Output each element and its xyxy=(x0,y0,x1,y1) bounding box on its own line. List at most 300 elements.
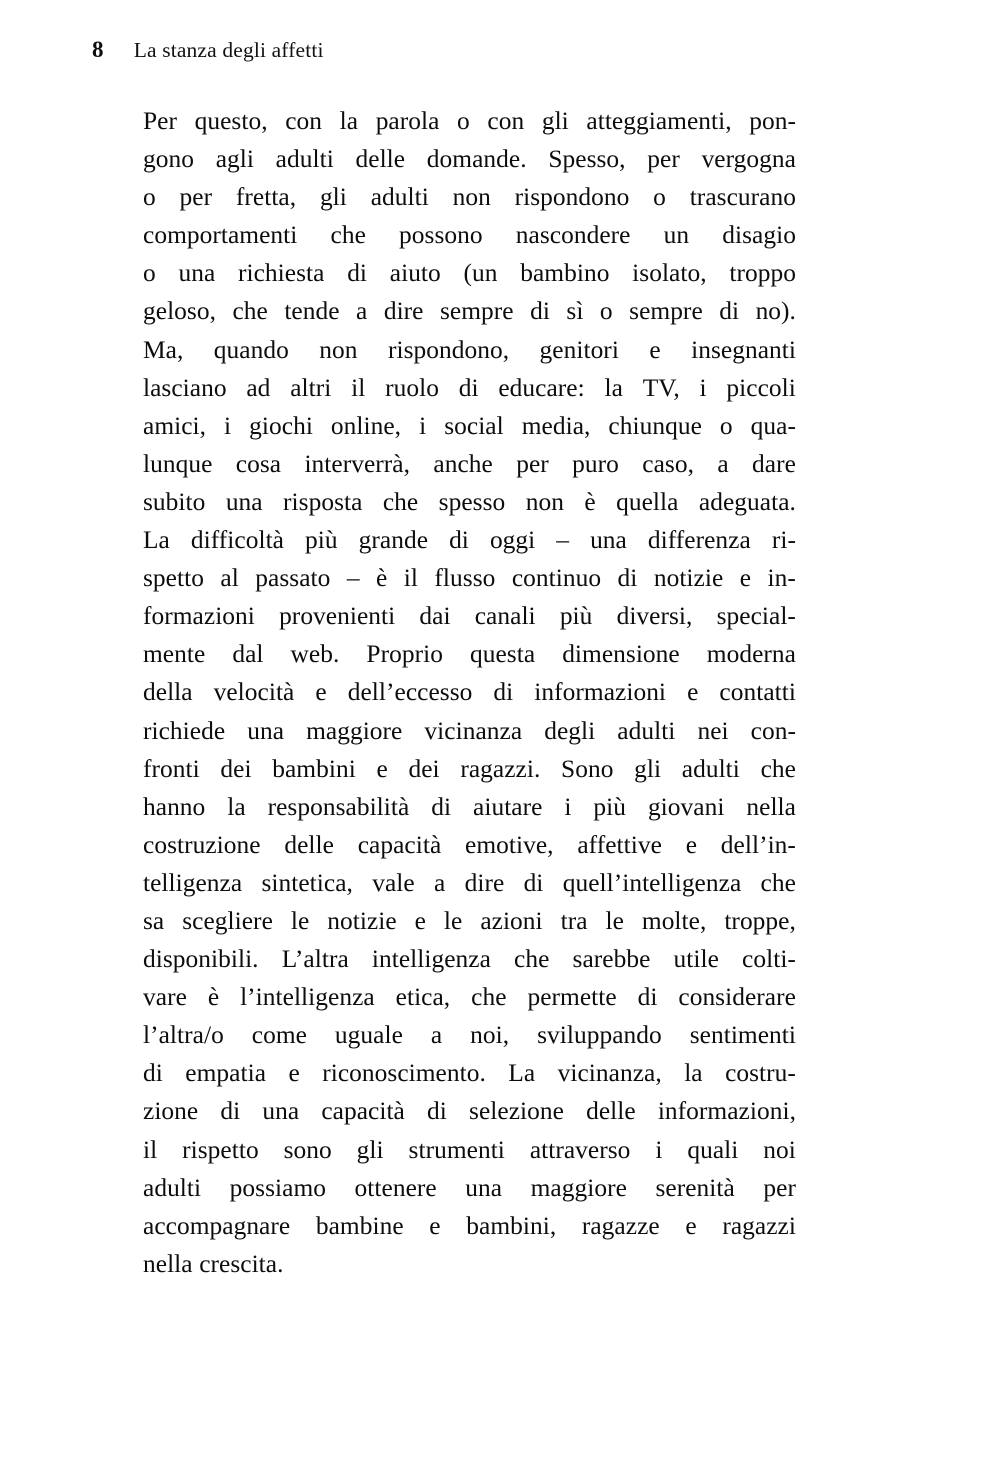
word: telligenza xyxy=(143,868,243,897)
text-line-inner xyxy=(143,750,796,788)
word: e xyxy=(315,678,327,707)
word: genitori xyxy=(539,335,619,364)
word: una xyxy=(465,1173,503,1202)
word: o xyxy=(653,183,666,212)
word: permette xyxy=(527,983,617,1012)
word: i xyxy=(564,792,572,821)
word: affettive xyxy=(577,830,662,859)
word: intelligenza xyxy=(371,945,491,974)
word: una xyxy=(247,716,285,745)
word: di xyxy=(458,373,479,402)
word: bambini, xyxy=(466,1211,557,1240)
word: hanno xyxy=(143,792,206,821)
word: gli xyxy=(634,754,662,783)
word: Sono xyxy=(561,754,614,783)
word: nei xyxy=(697,716,729,745)
word: caso, xyxy=(642,449,694,478)
word: e xyxy=(685,1211,697,1240)
word: selezione xyxy=(469,1097,564,1126)
text-line-inner xyxy=(143,1245,796,1283)
word: dimensione xyxy=(562,640,680,669)
word: l’intelligenza xyxy=(240,983,375,1012)
word: troppo xyxy=(729,259,796,288)
word: velocità xyxy=(213,678,295,707)
word: grande xyxy=(358,526,429,555)
word: sintetica, xyxy=(261,868,353,897)
word: i xyxy=(419,411,427,440)
text-line-inner xyxy=(143,902,796,940)
text-line xyxy=(143,521,796,559)
text-line xyxy=(143,750,796,788)
word: la xyxy=(684,1059,703,1088)
word: il xyxy=(351,373,366,402)
text-line xyxy=(143,1054,796,1092)
word: qua- xyxy=(750,411,796,440)
text-line xyxy=(143,140,796,178)
word: uguale xyxy=(334,1021,403,1050)
word: (un xyxy=(463,259,498,288)
text-line xyxy=(143,178,796,216)
running-head xyxy=(92,38,802,70)
word: più xyxy=(593,792,627,821)
text-line-inner xyxy=(143,292,796,330)
word: rispetto xyxy=(182,1135,259,1164)
word: provenienti xyxy=(279,602,396,631)
word: accompagnare xyxy=(143,1211,291,1240)
word: sì xyxy=(566,297,584,326)
word: costruzione xyxy=(143,830,261,859)
word: tra xyxy=(560,906,588,935)
word: trascurano xyxy=(689,183,796,212)
word: bambini xyxy=(272,754,356,783)
text-line xyxy=(143,102,796,140)
word: ri- xyxy=(771,526,796,555)
text-line-inner xyxy=(143,712,796,750)
word: la xyxy=(339,107,359,135)
text-line xyxy=(143,940,796,978)
word: adulti xyxy=(617,716,676,745)
word: emotive, xyxy=(465,830,554,859)
word: Spesso, xyxy=(548,145,626,174)
word: sarebbe xyxy=(572,945,651,974)
text-line xyxy=(143,597,796,635)
text-line-inner xyxy=(143,978,796,1016)
word: che xyxy=(232,297,268,326)
word: notizie xyxy=(327,906,397,935)
word: di xyxy=(431,792,452,821)
word: adulti xyxy=(681,754,740,783)
word: maggiore xyxy=(530,1173,627,1202)
text-line xyxy=(143,1207,796,1245)
word: la xyxy=(227,792,246,821)
word: e xyxy=(739,564,752,593)
word: ad xyxy=(246,373,271,402)
word: per xyxy=(179,183,213,212)
word: special- xyxy=(716,602,796,631)
word: per xyxy=(647,145,680,174)
word: e xyxy=(376,754,388,783)
word: dire xyxy=(383,297,424,326)
word: di xyxy=(449,526,469,555)
text-line xyxy=(143,864,796,902)
word: a xyxy=(717,449,729,478)
word: TV, xyxy=(642,373,680,402)
word: troppe, xyxy=(724,906,796,935)
word: di xyxy=(427,1097,447,1126)
word: continuo xyxy=(511,564,602,593)
text-line xyxy=(143,1092,796,1130)
word: che xyxy=(382,487,419,516)
text-line-inner xyxy=(143,331,796,369)
word: adeguata. xyxy=(698,487,796,516)
word: altri xyxy=(290,373,332,402)
text-line xyxy=(143,1245,796,1283)
word: fronti xyxy=(143,754,200,783)
page-number: 8 xyxy=(92,37,104,62)
word: e xyxy=(414,906,426,935)
word: considerare xyxy=(678,983,796,1012)
word: capacità xyxy=(357,830,442,859)
text-line xyxy=(143,673,796,711)
text-line-inner xyxy=(143,673,796,711)
word: è xyxy=(584,487,596,516)
text-line-inner xyxy=(143,788,796,826)
word: possono xyxy=(399,221,483,250)
text-line-inner xyxy=(143,445,796,483)
word: comportamenti xyxy=(143,221,298,250)
word: dai xyxy=(419,602,451,631)
word: strumenti xyxy=(408,1135,505,1164)
text-line-inner xyxy=(143,1054,796,1092)
word: più xyxy=(305,526,338,555)
word: che xyxy=(514,945,550,974)
word: isolato, xyxy=(632,259,707,288)
word: gli xyxy=(541,107,569,135)
word: il xyxy=(143,1135,158,1164)
text-line-inner xyxy=(143,521,796,559)
word: sempre xyxy=(439,297,514,326)
text-line-inner xyxy=(143,635,796,673)
word: della xyxy=(143,678,193,707)
word: sempre xyxy=(629,297,703,326)
word: responsabilità xyxy=(267,792,410,821)
word: disponibili. xyxy=(143,945,259,974)
word: è xyxy=(207,983,220,1012)
word: piccoli xyxy=(726,373,796,402)
word: utile xyxy=(673,945,719,974)
word: gono xyxy=(143,145,194,174)
word: informazioni xyxy=(534,678,667,707)
word: richiede xyxy=(143,716,226,745)
word: media, xyxy=(521,411,591,440)
word: una xyxy=(225,487,263,516)
word: molte, xyxy=(641,906,707,935)
word: atteggiamenti, xyxy=(586,107,732,135)
word: con xyxy=(285,107,323,135)
word: quali xyxy=(687,1135,739,1164)
word: che xyxy=(330,221,366,250)
word: passato xyxy=(255,564,331,593)
word: i xyxy=(699,373,707,402)
text-line xyxy=(143,1131,796,1169)
word: pon- xyxy=(749,107,796,135)
word: a xyxy=(430,1021,443,1050)
word: come xyxy=(251,1021,307,1050)
word: vale xyxy=(372,868,415,897)
word: social xyxy=(444,411,504,440)
word: geloso, xyxy=(143,297,216,326)
word: disagio xyxy=(722,221,796,250)
word: contatti xyxy=(719,678,796,707)
text-line xyxy=(143,559,796,597)
word: attraverso xyxy=(529,1135,631,1164)
word: dare xyxy=(752,449,796,478)
text-line-inner xyxy=(143,140,796,178)
word: o xyxy=(719,411,733,440)
word: una xyxy=(590,526,627,555)
word: una xyxy=(178,259,216,288)
word: diversi, xyxy=(616,602,693,631)
word: dei xyxy=(220,754,252,783)
word: e xyxy=(288,1059,300,1088)
word: ragazzi xyxy=(722,1211,796,1240)
text-line-inner xyxy=(143,369,796,407)
word: non xyxy=(319,335,358,364)
word: l’altra/o xyxy=(143,1021,224,1050)
word: spetto xyxy=(143,564,204,593)
word: non xyxy=(452,183,491,212)
word: insegnanti xyxy=(691,335,796,364)
word: azioni xyxy=(480,906,543,935)
word: o xyxy=(457,107,470,135)
word: più xyxy=(559,602,593,631)
text-line-inner xyxy=(143,1016,796,1054)
word: le xyxy=(605,906,624,935)
word: una xyxy=(262,1097,300,1126)
word: agli xyxy=(215,145,254,174)
word: noi xyxy=(763,1135,796,1164)
word: costru- xyxy=(725,1059,796,1088)
word: – xyxy=(556,526,570,555)
word: puro xyxy=(572,449,619,478)
word: lunque xyxy=(143,449,213,478)
word: empatia xyxy=(185,1059,267,1088)
word: gli xyxy=(356,1135,384,1164)
word: Per xyxy=(143,107,177,135)
word: le xyxy=(443,906,463,935)
word: difficoltà xyxy=(190,526,285,555)
text-line-inner xyxy=(143,254,796,292)
word: al xyxy=(220,564,239,593)
word: risposta xyxy=(283,487,363,516)
word: rispondono xyxy=(514,183,630,212)
word: quella xyxy=(616,487,679,516)
word: riconoscimento. xyxy=(322,1059,486,1088)
word: vicinanza, xyxy=(557,1059,662,1088)
word: parola xyxy=(375,107,440,135)
body-paragraph xyxy=(143,102,796,1283)
word: nella xyxy=(143,1249,193,1278)
running-title: La stanza degli affetti xyxy=(133,38,324,62)
word: questo, xyxy=(194,107,268,135)
text-line xyxy=(143,1016,796,1054)
word: dell’eccesso xyxy=(347,678,473,707)
word: domande. xyxy=(426,145,527,174)
text-block xyxy=(143,102,796,1283)
text-line-inner xyxy=(143,1169,796,1207)
text-line xyxy=(143,635,796,673)
word: questa xyxy=(469,640,536,669)
word: di xyxy=(220,1097,241,1126)
word: e xyxy=(649,335,661,364)
word: quell’intelligenza xyxy=(562,868,742,897)
text-line-inner xyxy=(143,216,796,254)
word: interverrà, xyxy=(304,449,411,478)
word: fretta, xyxy=(235,183,297,212)
word: sviluppando xyxy=(537,1021,662,1050)
text-line-inner xyxy=(143,1207,796,1245)
word: amici, xyxy=(143,411,207,440)
word: o xyxy=(143,259,156,288)
word: le xyxy=(290,906,310,935)
word: giochi xyxy=(249,411,313,440)
word: noi, xyxy=(470,1021,510,1050)
word: con xyxy=(487,107,525,135)
word: ragazze xyxy=(581,1211,660,1240)
word: che xyxy=(760,868,796,897)
word: colti- xyxy=(742,945,796,974)
text-line-inner xyxy=(143,1092,796,1130)
text-line-inner xyxy=(143,102,796,140)
word: gli xyxy=(319,183,347,212)
word: vare xyxy=(143,983,187,1012)
word: di xyxy=(493,678,514,707)
word: anche xyxy=(433,449,493,478)
text-line-inner xyxy=(143,597,796,635)
word: giovani xyxy=(647,792,725,821)
text-line xyxy=(143,712,796,750)
text-line xyxy=(143,292,796,330)
word: rispondono, xyxy=(387,335,510,364)
word: sentimenti xyxy=(689,1021,796,1050)
word: aiutare xyxy=(473,792,543,821)
word: canali xyxy=(474,602,536,631)
word: dei xyxy=(408,754,440,783)
word: a xyxy=(433,868,446,897)
word: capacità xyxy=(321,1097,405,1126)
word: o xyxy=(599,297,613,326)
word: La xyxy=(508,1059,536,1088)
word: quando xyxy=(213,335,289,364)
text-line-inner xyxy=(143,178,796,216)
word: bambino xyxy=(520,259,610,288)
word: di xyxy=(617,564,638,593)
text-line xyxy=(143,978,796,1016)
word: e xyxy=(685,830,698,859)
word: il xyxy=(403,564,418,593)
text-line xyxy=(143,254,796,292)
word: e xyxy=(687,678,699,707)
word: di xyxy=(719,297,740,326)
text-line xyxy=(143,788,796,826)
word: di xyxy=(523,868,544,897)
word: serenità xyxy=(655,1173,735,1202)
text-line xyxy=(143,216,796,254)
word: web. xyxy=(290,640,340,669)
word: tende xyxy=(284,297,340,326)
word: di xyxy=(347,259,368,288)
word: nascondere xyxy=(515,221,631,250)
word: che xyxy=(760,754,796,783)
word: online, xyxy=(330,411,402,440)
text-line-inner xyxy=(143,559,796,597)
text-line xyxy=(143,1169,796,1207)
text-line-inner xyxy=(143,864,796,902)
word: zione xyxy=(143,1097,199,1126)
word: delle xyxy=(586,1097,636,1126)
word: subito xyxy=(143,487,206,516)
word: la xyxy=(604,373,623,402)
word: ottenere xyxy=(354,1173,437,1202)
word: Ma, xyxy=(143,335,184,364)
word: bambine xyxy=(315,1211,404,1240)
word: L’altra xyxy=(281,945,349,974)
word: adulti xyxy=(143,1173,202,1202)
text-line xyxy=(143,369,796,407)
word: etica, xyxy=(395,983,451,1012)
text-line-inner xyxy=(143,407,796,445)
text-line-inner xyxy=(143,826,796,864)
word: dire xyxy=(464,868,505,897)
word: di xyxy=(637,983,658,1012)
word: crescita. xyxy=(199,1249,284,1278)
word: con- xyxy=(750,716,796,745)
word: di xyxy=(143,1059,163,1088)
word: adulti xyxy=(275,145,334,174)
text-line xyxy=(143,902,796,940)
word: oggi xyxy=(489,526,536,555)
word: di xyxy=(530,297,550,326)
word: e xyxy=(429,1211,441,1240)
word: sa xyxy=(143,906,165,935)
text-line xyxy=(143,826,796,864)
word: aiuto xyxy=(389,259,441,288)
word: adulti xyxy=(370,183,429,212)
word: cosa xyxy=(235,449,282,478)
word: in- xyxy=(767,564,796,593)
word: notizie xyxy=(653,564,724,593)
word: un xyxy=(663,221,690,250)
word: no). xyxy=(755,297,796,326)
word: delle xyxy=(355,145,406,174)
word: dell’in- xyxy=(720,830,796,859)
word: o xyxy=(143,183,156,212)
text-line xyxy=(143,331,796,369)
text-line xyxy=(143,407,796,445)
word: chiunque xyxy=(608,411,702,440)
text-line-inner xyxy=(143,1131,796,1169)
word: non xyxy=(525,487,564,516)
word: ragazzi. xyxy=(460,754,541,783)
word: lasciano xyxy=(143,373,227,402)
word: delle xyxy=(284,830,334,859)
word: spesso xyxy=(438,487,506,516)
word: per xyxy=(763,1173,796,1202)
text-line-inner xyxy=(143,483,796,521)
word: sono xyxy=(283,1135,332,1164)
word: Proprio xyxy=(366,640,443,669)
text-line xyxy=(143,483,796,521)
